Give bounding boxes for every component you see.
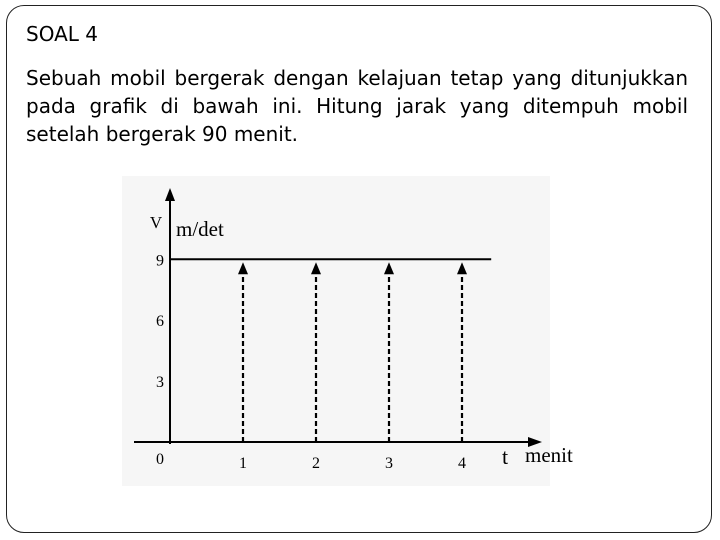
y-tick-label-6: 6 bbox=[156, 313, 164, 331]
origin-label: 0 bbox=[156, 451, 164, 468]
y-axis-symbol: V bbox=[149, 213, 163, 232]
y-tick-label-9: 9 bbox=[156, 252, 164, 270]
x-tick-label-4: 4 bbox=[458, 455, 466, 472]
chart-svg bbox=[122, 176, 573, 486]
slide-title: SOAL 4 bbox=[26, 22, 98, 46]
x-tick-label-1: 1 bbox=[239, 455, 247, 472]
velocity-time-chart bbox=[122, 176, 573, 486]
x-tick-label-2: 2 bbox=[312, 455, 320, 472]
x-tick-label-3: 3 bbox=[385, 455, 393, 472]
x-axis-unit: menit bbox=[525, 443, 573, 467]
problem-text: Sebuah mobil bergerak dengan kelajuan tetap yang ditunjukkan pada grafik di bawah ini. Hitung jarak yang ditempuh mobil setelah bergerak 90 menit. bbox=[26, 66, 688, 146]
y-tick-label-3: 3 bbox=[156, 374, 164, 392]
x-axis-symbol: t bbox=[501, 444, 509, 469]
y-axis-unit: m/det bbox=[176, 217, 224, 241]
